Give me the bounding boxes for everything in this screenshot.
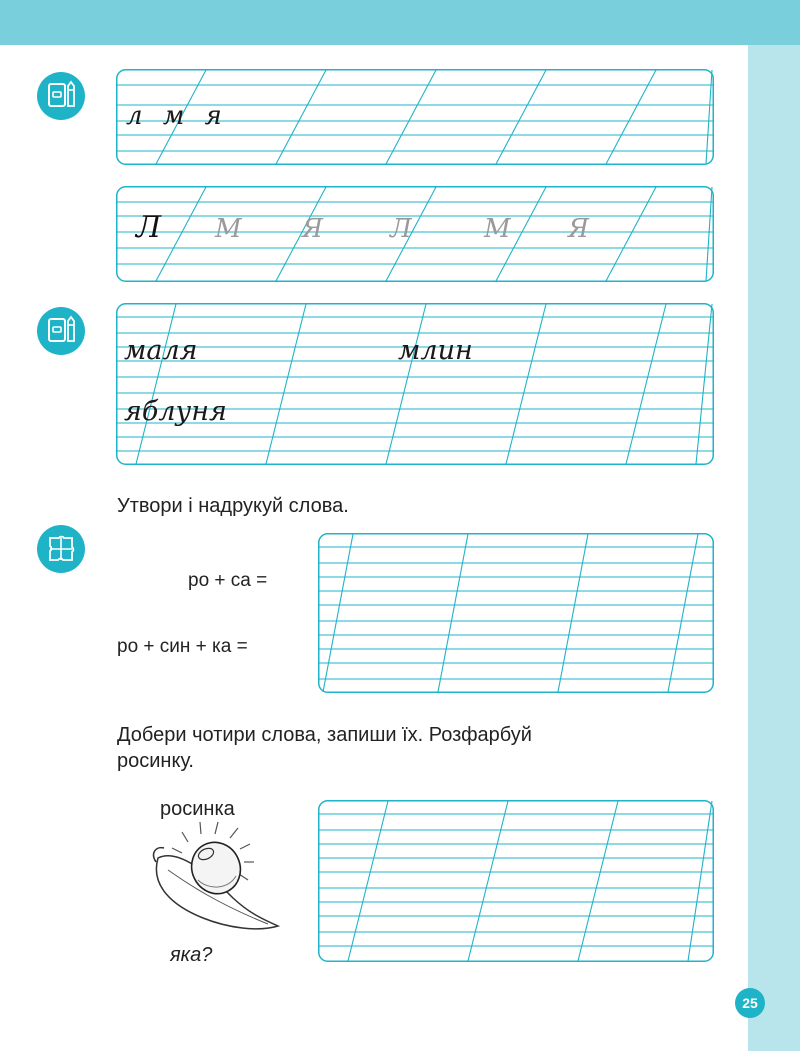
pick-instruction-line1: Добери чотири слова, запиши їх. Розфарбуй	[117, 724, 532, 746]
ruled-lines	[318, 533, 714, 693]
page-number: 25	[735, 988, 765, 1018]
letter-trace: М	[215, 214, 242, 244]
notebook-pencil-icon	[37, 307, 85, 355]
compose-instruction: Утвори і надрукуй слова.	[117, 495, 349, 517]
letter-trace: Л	[390, 214, 412, 244]
equation-ro-sa: ро + са =	[188, 570, 268, 591]
ruled-lines	[116, 186, 714, 282]
top-band	[0, 0, 800, 45]
puzzle-icon	[37, 525, 85, 573]
dewdrop-question: яка?	[170, 944, 213, 966]
letter-trace: М	[484, 214, 511, 244]
letter-trace: Я	[302, 214, 323, 244]
pick-instruction-line2: росинку.	[117, 750, 194, 772]
equation-ro-syn-ka: ро + син + ка =	[117, 636, 248, 657]
ruled-lines	[318, 800, 714, 962]
word-yablunia: яблуня	[124, 396, 227, 427]
letters-sample: л м я	[126, 101, 228, 131]
word-malia: маля	[124, 335, 198, 366]
handwriting-box-compose[interactable]	[318, 533, 714, 693]
word-mlyn: млин	[398, 335, 473, 366]
dewdrop-leaf-illustration	[138, 818, 288, 943]
notebook-pencil-icon	[37, 72, 85, 120]
handwriting-box-letter-samples[interactable]	[116, 186, 714, 282]
handwriting-box-words-list[interactable]	[318, 800, 714, 962]
dewdrop-label: росинка	[160, 798, 235, 820]
letter-main: Л	[136, 210, 162, 245]
side-band	[748, 45, 800, 1051]
letter-trace: Я	[568, 214, 589, 244]
ruled-lines	[116, 303, 714, 465]
handwriting-box-words[interactable]	[116, 303, 714, 465]
